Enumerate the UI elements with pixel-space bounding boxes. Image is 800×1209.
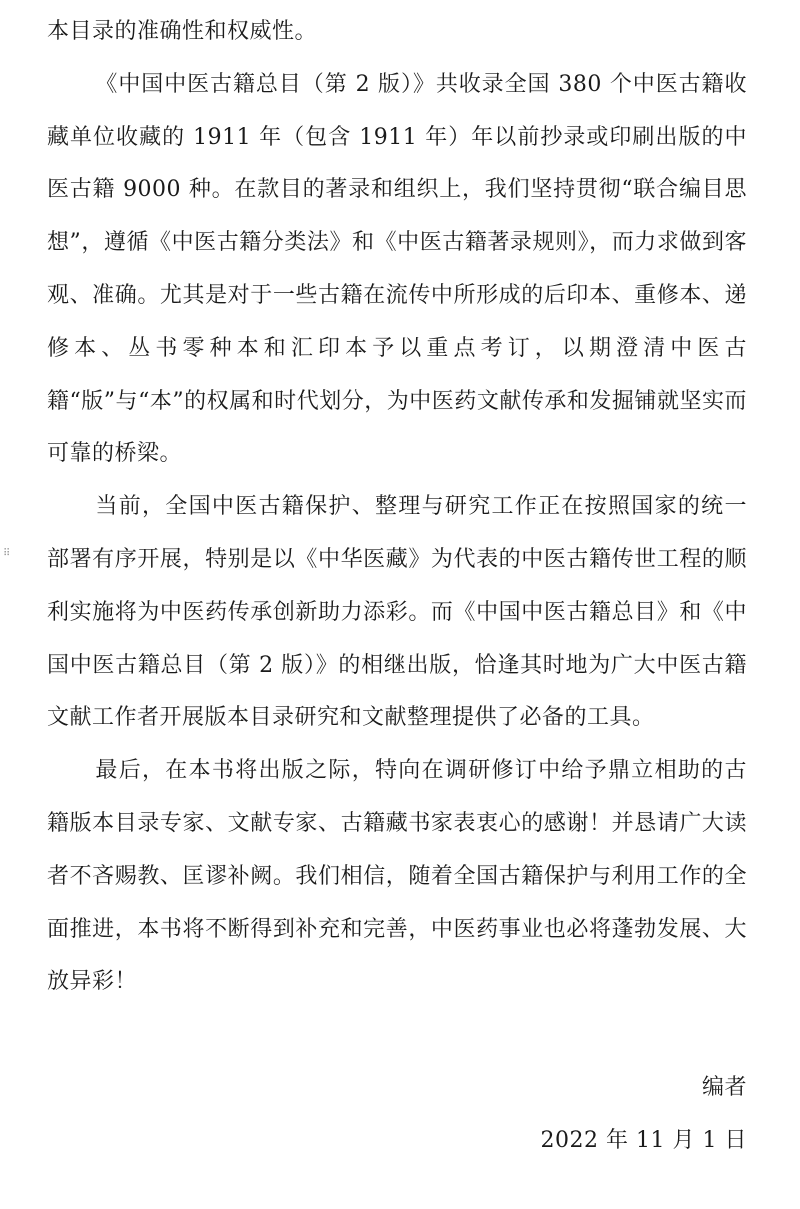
drag-handle-icon[interactable]: ⠿ bbox=[3, 548, 10, 559]
blank-line bbox=[47, 1009, 747, 1062]
signoff-date: 2022 年 11 月 1 日 bbox=[540, 1127, 747, 1153]
paragraph-current-work: 当前，全国中医古籍保护、整理与研究工作正在按照国家的统一部署有序开展，特别是以《中华医藏》为代表的中医古籍传世工程的顺利实施将为中医药传承创新助力添彩。而《中国中医古籍总目》和《中国中医古籍总目（第 2 版）》的相继出版，恰逢其时地为广大中医古籍文献工作者开展版本目录研究和文献整理提供了必备的工具。 bbox=[47, 494, 747, 731]
paragraph-continuation: 本目录的准确性和权威性。 bbox=[47, 19, 318, 44]
paragraph-acknowledgements: 最后，在本书将出版之际，特向在调研修订中给予鼎立相助的古籍版本目录专家、文献专家、古籍藏书家表衷心的感谢！并恳请广大读者不吝赐教、匡谬补阙。我们相信，随着全国古籍保护与利用工作的全面推进，本书将不断得到补充和完善，中医药事业也必将蓬勃发展、大放异彩！ bbox=[47, 758, 747, 995]
signoff-author: 编者 bbox=[701, 1074, 747, 1100]
paragraph-catalog-scope: 《中国中医古籍总目（第 2 版）》共收录全国 380 个中医古籍收藏单位收藏的 1911 年（包含 1911 年）年以前抄录或印刷出版的中医古籍 9000 种。在款目的著录和组织上，我们坚持贯彻“联合编目思想”，遵循《中医古籍分类法》和《中医古籍著录规则》，而力求做到客观、准确。尤其是对于一些古籍在流传中所形成的后印本、重修本、递修本、丛书零种本和汇印本予以重点考订，以期澄清中医古籍“版”与“本”的权属和时代划分，为中医药文献传承和发掘铺就坚实而可靠的桥梁。 bbox=[47, 71, 747, 467]
document-body bbox=[47, 6, 747, 1168]
